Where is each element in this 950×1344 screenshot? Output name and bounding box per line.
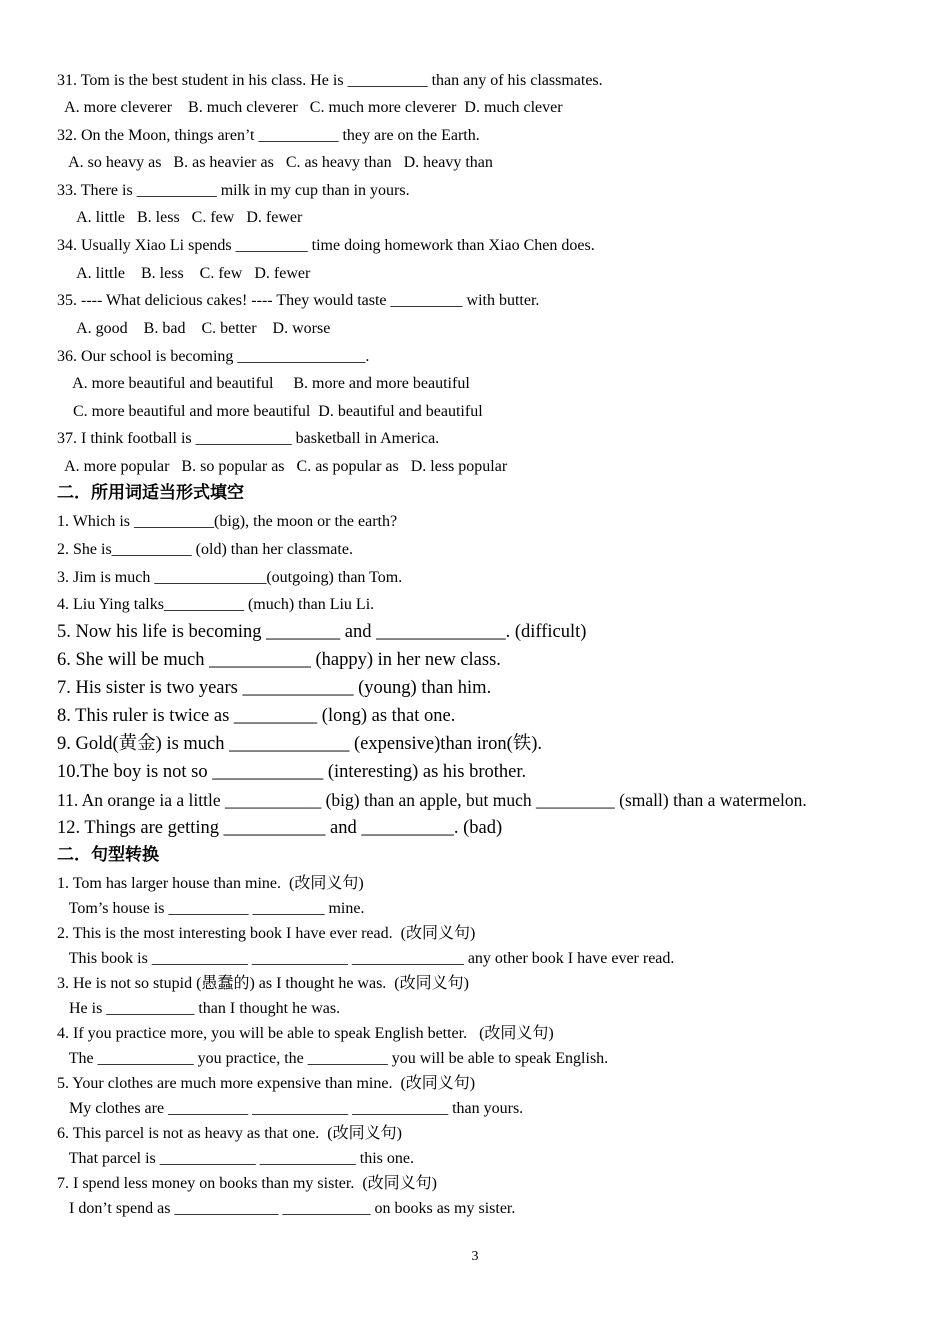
options-33: A. little B. less C. few D. fewer bbox=[57, 209, 303, 226]
question-34: 34. Usually Xiao Li spends _________ time doing homework than Xiao Chen does. bbox=[57, 237, 595, 254]
question-31: 31. Tom is the best student in his class. He is __________ than any of his classmates. bbox=[57, 72, 603, 89]
options-32: A. so heavy as B. as heavier as C. as heavy than D. heavy than bbox=[57, 154, 493, 171]
options-34: A. little B. less C. few D. fewer bbox=[57, 265, 311, 282]
transform-4-prompt: 4. If you practice more, you will be able to speak English better. (改同义句) bbox=[57, 1025, 554, 1042]
transform-1-prompt: 1. Tom has larger house than mine. (改同义句) bbox=[57, 875, 364, 892]
fill-item-11: 11. An orange ia a little ___________ (big) than an apple, but much _________ (small) than a watermelon. bbox=[57, 790, 807, 810]
fill-item-3: 3. Jim is much ______________(outgoing) than Tom. bbox=[57, 569, 403, 586]
options-37: A. more popular B. so popular as C. as popular as D. less popular bbox=[57, 458, 508, 475]
page-number: 3 bbox=[471, 1249, 479, 1264]
transform-5-answer: My clothes are __________ ____________ ____________ than yours. bbox=[57, 1100, 524, 1117]
transform-2-answer: This book is ____________ ____________ ______________ any other book I have ever read. bbox=[57, 950, 675, 967]
section-heading-fill-in: 二．所用词适当形式填空 bbox=[57, 483, 244, 503]
transform-6-prompt: 6. This parcel is not as heavy as that one. (改同义句) bbox=[57, 1125, 402, 1142]
fill-item-2: 2. She is__________ (old) than her classmate. bbox=[57, 541, 353, 558]
fill-item-7: 7. His sister is two years ____________ (young) than him. bbox=[57, 678, 492, 698]
fill-item-5: 5. Now his life is becoming ________ and ______________. (difficult) bbox=[57, 622, 587, 642]
fill-item-9: 9. Gold(黄金) is much _____________ (expensive)than iron(铁). bbox=[57, 734, 543, 754]
options-35: A. good B. bad C. better D. worse bbox=[57, 320, 331, 337]
fill-item-10: 10.The boy is not so ____________ (interesting) as his brother. bbox=[57, 762, 527, 782]
transform-2-prompt: 2. This is the most interesting book I have ever read. (改同义句) bbox=[57, 925, 476, 942]
options-31: A. more cleverer B. much cleverer C. much more cleverer D. much clever bbox=[57, 99, 563, 116]
transform-7-prompt: 7. I spend less money on books than my sister. (改同义句) bbox=[57, 1175, 437, 1192]
transform-3-prompt: 3. He is not so stupid (愚蠢的) as I thought he was. (改同义句) bbox=[57, 975, 469, 992]
question-33: 33. There is __________ milk in my cup than in yours. bbox=[57, 182, 410, 199]
transform-7-answer: I don’t spend as _____________ ___________ on books as my sister. bbox=[57, 1200, 516, 1217]
transform-4-answer: The ____________ you practice, the __________ you will be able to speak English. bbox=[57, 1050, 609, 1067]
fill-item-4: 4. Liu Ying talks__________ (much) than Liu Li. bbox=[57, 596, 375, 613]
transform-1-answer: Tom’s house is __________ _________ mine. bbox=[57, 900, 365, 917]
fill-item-1: 1. Which is __________(big), the moon or the earth? bbox=[57, 513, 398, 530]
fill-item-12: 12. Things are getting ___________ and __________. (bad) bbox=[57, 818, 503, 838]
transform-5-prompt: 5. Your clothes are much more expensive than mine. (改同义句) bbox=[57, 1075, 476, 1092]
transform-6-answer: That parcel is ____________ ____________ this one. bbox=[57, 1150, 414, 1167]
question-35: 35. ---- What delicious cakes! ---- They would taste _________ with butter. bbox=[57, 292, 540, 309]
options-36-cd: C. more beautiful and more beautiful D. beautiful and beautiful bbox=[57, 403, 483, 420]
question-37: 37. I think football is ____________ basketball in America. bbox=[57, 430, 440, 447]
section-heading-transform: 二．句型转换 bbox=[57, 845, 159, 865]
question-32: 32. On the Moon, things aren’t __________ they are on the Earth. bbox=[57, 127, 480, 144]
fill-item-8: 8. This ruler is twice as _________ (long) as that one. bbox=[57, 706, 456, 726]
question-36: 36. Our school is becoming ________________. bbox=[57, 348, 370, 365]
transform-3-answer: He is ___________ than I thought he was. bbox=[57, 1000, 341, 1017]
fill-item-6: 6. She will be much ___________ (happy) in her new class. bbox=[57, 650, 501, 670]
options-36-ab: A. more beautiful and beautiful B. more and more beautiful bbox=[57, 375, 470, 392]
